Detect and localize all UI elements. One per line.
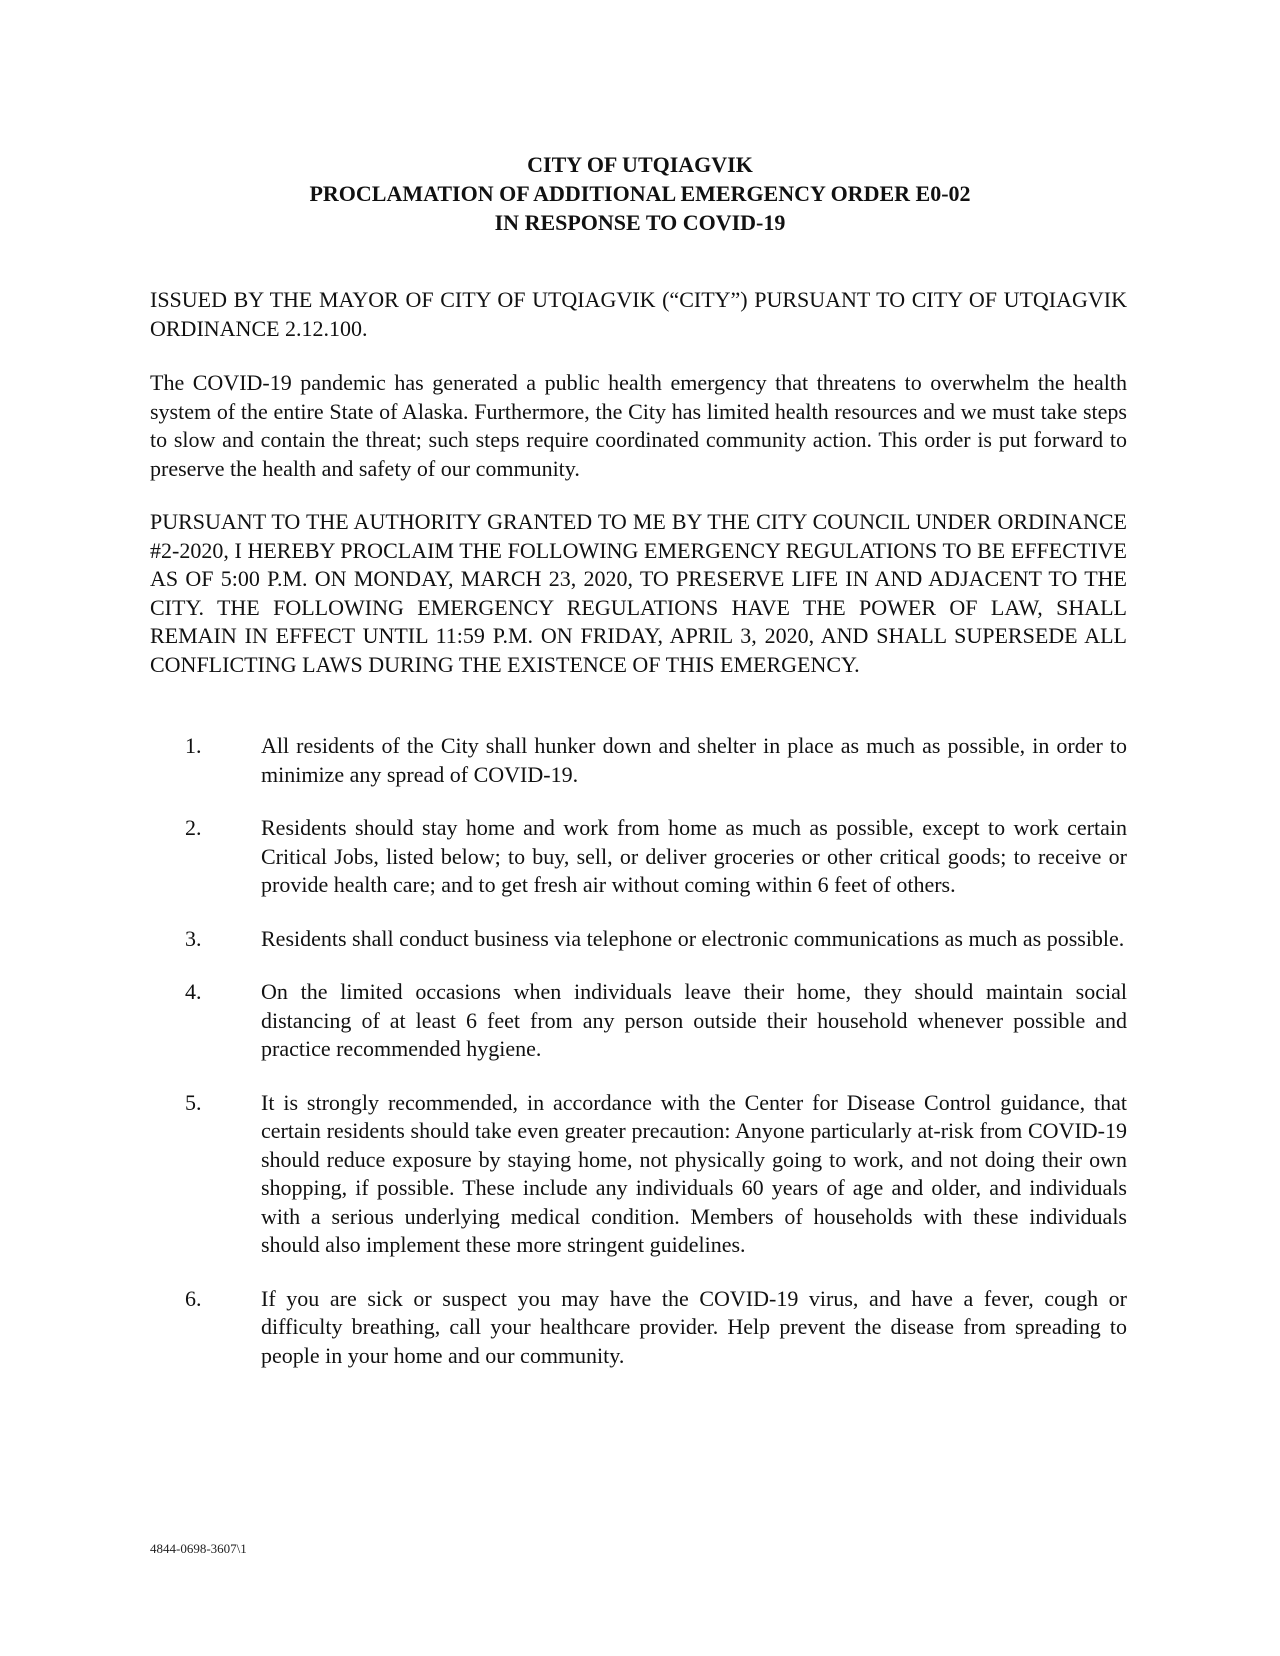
- list-item: [150, 1089, 1127, 1260]
- list-item-text: On the limited occasions when individuals leave their home, they should maintain social distancing of at least 6 feet from any person outside their household whenever possible and practice recommended hygiene.: [261, 979, 1127, 1061]
- title-city: CITY OF UTQIAGVIK: [527, 152, 753, 177]
- list-item-text: Residents shall conduct business via telephone or electronic communications as much as possible.: [261, 925, 1125, 951]
- list-item: [150, 1285, 1127, 1371]
- regulations-list: [150, 732, 1127, 1395]
- issued-by-paragraph: ISSUED BY THE MAYOR OF CITY OF UTQIAGVIK (“CITY”) PURSUANT TO CITY OF UTQIAGVIK ORDINANCE 2.12.100.: [150, 287, 1127, 341]
- document-title: [150, 150, 1130, 237]
- list-item: [150, 814, 1127, 900]
- list-item: [150, 732, 1127, 789]
- list-item: [150, 978, 1127, 1064]
- list-item-text: If you are sick or suspect you may have the COVID-19 virus, and have a fever, cough or difficulty breathing, call your healthcare provider. Help prevent the disease from spreading to people in your home and our community.: [261, 1285, 1127, 1368]
- intro-paragraph: The COVID-19 pandemic has generated a public health emergency that threatens to overwhelm the health system of the entire State of Alaska. Furthermore, the City has limited health resources and we must take steps to slow and contain the threat; such steps require coordinated community action. This order is put forward to preserve the health and safety of our community.: [150, 370, 1127, 481]
- list-item-number: 6.: [185, 1285, 202, 1311]
- list-item-text: It is strongly recommended, in accordance with the Center for Disease Control guidance, that certain residents should take even greater precaution: Anyone particularly at-risk from COVID-19 should reduce exposure by staying home, not physically going to work, and not doing their own shopping, if possible. These include any individuals 60 years of age and older, and individuals with a serious underlying medical condition. Members of households with these individuals should also implement these more stringent guidelines.: [261, 1089, 1127, 1257]
- list-item-number: 3.: [185, 925, 202, 951]
- pursuant-paragraph: PURSUANT TO THE AUTHORITY GRANTED TO ME BY THE CITY COUNCIL UNDER ORDINANCE #2-2020, I HEREBY PROCLAIM THE FOLLOWING EMERGENCY REGULATIONS TO BE EFFECTIVE AS OF 5:00 P.M. ON MONDAY, MARCH 23, 2020, TO PRESERVE LIFE IN AND ADJACENT TO THE CITY. THE FOLLOWING EMERGENCY REGULATIONS HAVE THE POWER OF LAW, SHALL REMAIN IN EFFECT UNTIL 11:59 P.M. ON FRIDAY, APRIL 3, 2020, AND SHALL SUPERSEDE ALL CONFLICTING LAWS DURING THE EXISTENCE OF THIS EMERGENCY.: [150, 509, 1127, 677]
- document-id-footer: 4844-0698-3607\1: [150, 1541, 247, 1556]
- list-item-number: 2.: [185, 815, 202, 840]
- title-subject: IN RESPONSE TO COVID-19: [494, 210, 786, 235]
- list-item-number: 4.: [185, 979, 202, 1004]
- title-proclamation: PROCLAMATION OF ADDITIONAL EMERGENCY ORDER E0-02: [309, 181, 971, 206]
- list-item-number: 1.: [185, 733, 202, 758]
- list-item-text: All residents of the City shall hunker down and shelter in place as much as possible, in order to minimize any spread of COVID-19.: [261, 733, 1127, 787]
- list-item-text: Residents should stay home and work from home as much as possible, except to work certain Critical Jobs, listed below; to buy, sell, or deliver groceries or other critical goods; to receive or provide health care; and to get fresh air without coming within 6 feet of others.: [261, 815, 1127, 897]
- list-item-number: 5.: [185, 1089, 202, 1115]
- list-item: [150, 925, 1127, 954]
